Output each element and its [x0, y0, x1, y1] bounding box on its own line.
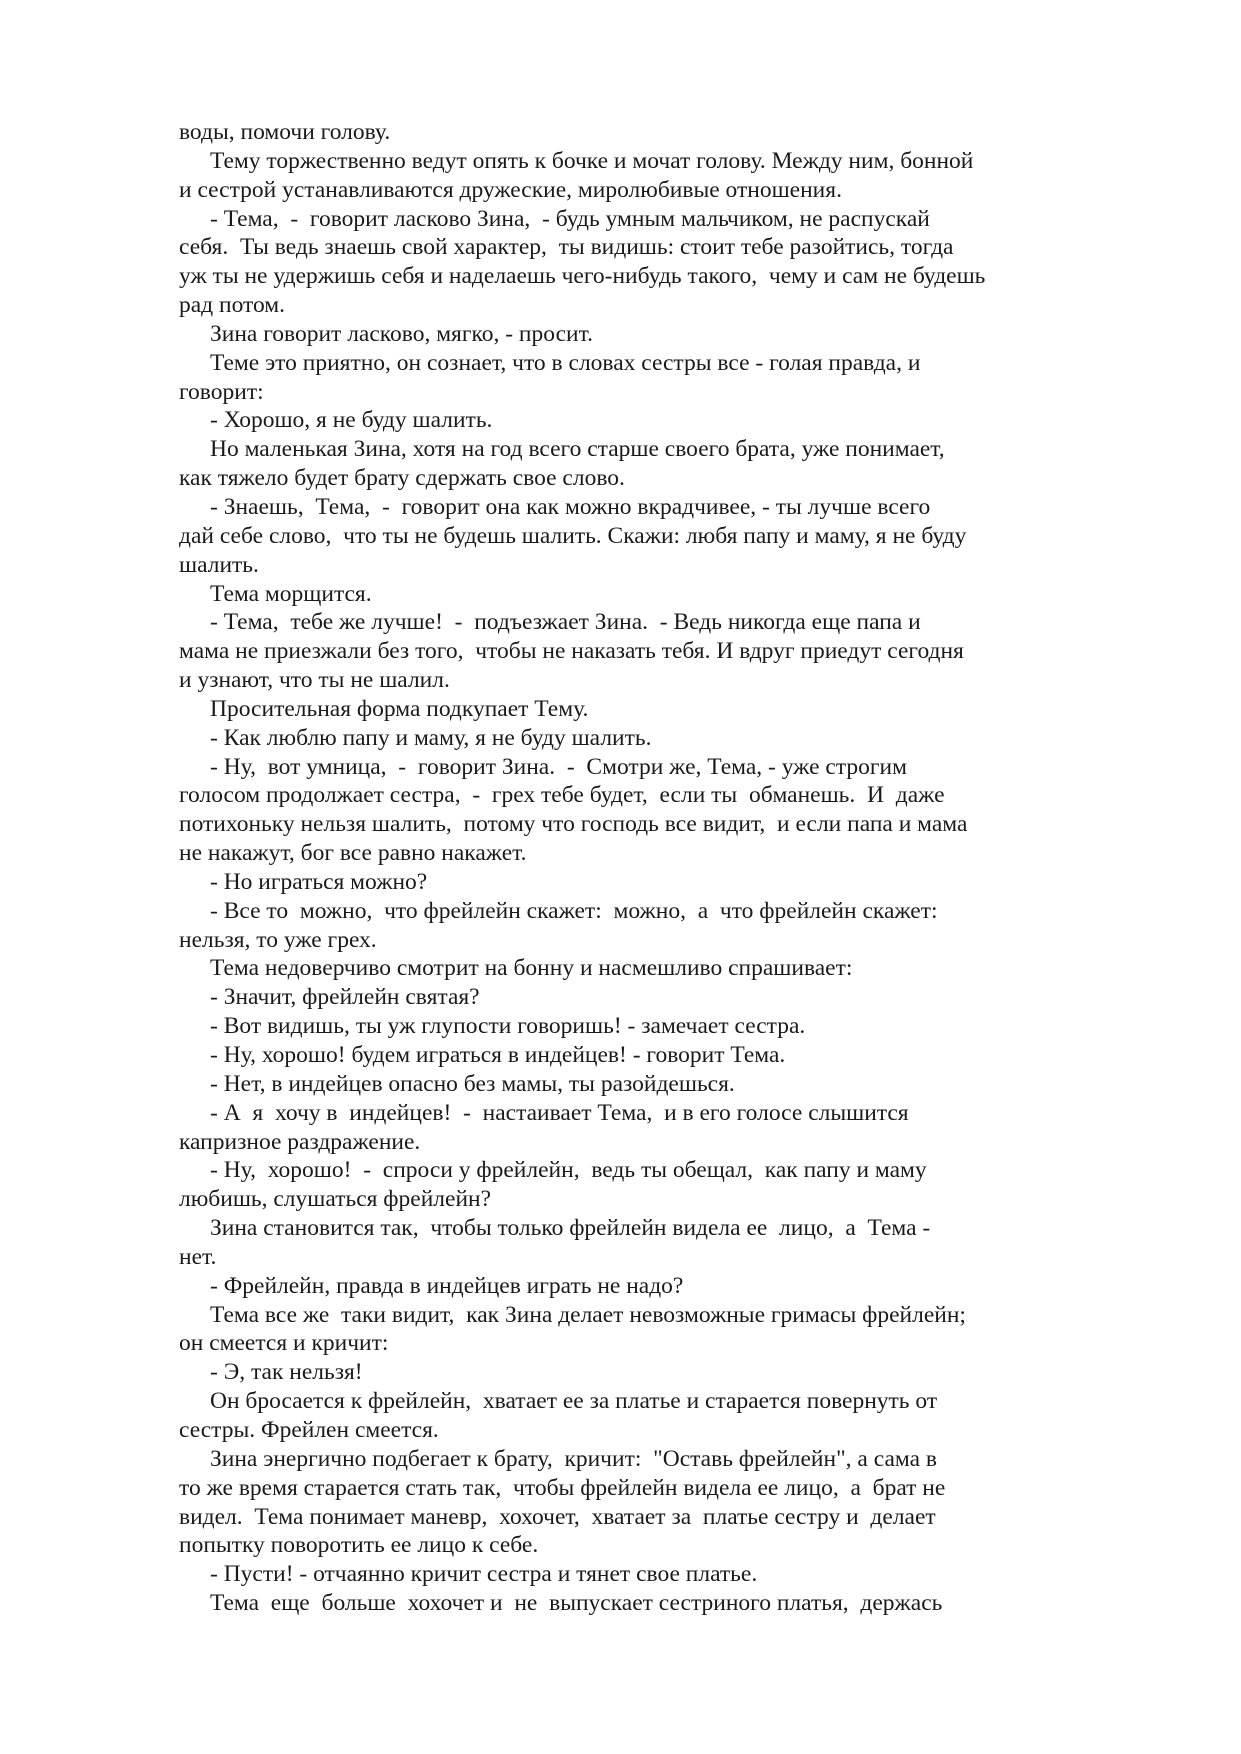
text-line: Тема недоверчиво смотрит на бонну и насмешливо спрашивает:: [210, 955, 853, 982]
text-line: мама не приезжали без того, чтобы не наказать тебя. И вдруг приедут сегодня: [179, 638, 964, 665]
text-line: рад потом.: [179, 292, 286, 319]
text-line: Зина энергично подбегает к брату, кричит: "Оставь фрейлейн", а сама в: [210, 1445, 937, 1472]
text-line: и узнают, что ты не шалил.: [179, 667, 450, 694]
text-line: Тему торжественно ведут опять к бочке и мочат голову. Между ним, бонной: [210, 147, 974, 174]
text-line: - Нет, в индейцев опасно без мамы, ты разойдешься.: [210, 1070, 735, 1097]
text-line: Тема все же таки видит, как Зина делает невозможные гримасы фрейлейн;: [210, 1301, 966, 1328]
text-line: попытку поворотить ее лицо к себе.: [179, 1532, 539, 1559]
text-line: Тема еще больше хохочет и не выпускает сестриного платья, держась: [210, 1590, 943, 1617]
text-line: нельзя, то уже грех.: [179, 926, 377, 953]
text-line: - Знаешь, Тема, - говорит она как можно вкрадчивее, - ты лучше всего: [210, 493, 931, 520]
text-line: сестры. Фрейлен смеется.: [179, 1416, 439, 1443]
text-line: нет.: [179, 1243, 217, 1270]
text-line: - Но играться можно?: [210, 868, 428, 895]
text-line: - Вот видишь, ты уж глупости говоришь! - замечает сестра.: [210, 1013, 806, 1040]
text-line: - Ну, вот умница, - говорит Зина. - Смотри же, Тема, - уже строгим: [210, 753, 907, 780]
text-line: любишь, слушаться фрейлейн?: [179, 1186, 492, 1213]
text-line: - Фрейлейн, правда в индейцев играть не надо?: [210, 1272, 684, 1299]
text-line: Зина становится так, чтобы только фрейлейн видела ее лицо, а Тема -: [210, 1215, 931, 1242]
text-line: - Тема, тебе же лучше! - подъезжает Зина. - Ведь никогда еще папа и: [210, 609, 921, 636]
text-line: - Ну, хорошо! будем играться в индейцев! - говорит Тема.: [210, 1042, 786, 1068]
text-line: он смеется и кричит:: [179, 1330, 389, 1357]
text-line: себя. Ты ведь знаешь свой характер, ты видишь: стоит тебе разойтись, тогда: [179, 234, 954, 261]
text-line: - Хорошо, я не буду шалить.: [210, 407, 493, 434]
text-line: как тяжело будет брату сдержать свое слово.: [179, 465, 625, 492]
text-line: - А я хочу в индейцев! - настаивает Тема, и в его голосе слышится: [210, 1099, 909, 1126]
text-line: уж ты не удержишь себя и наделаешь чего-нибудь такого, чему и сам не будешь: [179, 263, 986, 290]
text-line: Он бросается к фрейлейн, хватает ее за платье и старается повернуть от: [210, 1388, 938, 1415]
text-line: Тема морщится.: [210, 580, 372, 607]
text-line: шалить.: [179, 551, 259, 578]
text-line: - Пусти! - отчаянно кричит сестра и тянет свое платье.: [210, 1561, 758, 1588]
text-line: Просительная форма подкупает Тему.: [210, 695, 589, 722]
text-line: и сестрой устанавливаются дружеские, миролюбивые отношения.: [179, 176, 842, 203]
text-line: говорит:: [179, 378, 264, 405]
text-line: видел. Тема понимает маневр, хохочет, хватает за платье сестру и делает: [179, 1503, 936, 1530]
text-line: Зина говорит ласково, мягко, - просит.: [210, 320, 593, 347]
text-line: - Все то можно, что фрейлейн скажет: можно, а что фрейлейн скажет:: [210, 897, 938, 924]
text-body: [179, 118, 1059, 1618]
text-line: Но маленькая Зина, хотя на год всего старше своего брата, уже понимает,: [210, 436, 945, 463]
text-line: - Ну, хорошо! - спроси у фрейлейн, ведь ты обещал, как папу и маму: [210, 1157, 927, 1184]
text-line: - Значит, фрейлейн святая?: [210, 984, 480, 1011]
text-line: голосом продолжает сестра, - грех тебе будет, если ты обманешь. И даже: [179, 782, 945, 809]
text-line: дай себе слово, что ты не будешь шалить. Скажи: любя папу и маму, я не буду: [179, 522, 967, 549]
text-line: то же время старается стать так, чтобы фрейлейн видела ее лицо, а брат не: [179, 1474, 946, 1501]
text-line: - Как люблю папу и маму, я не буду шалить.: [210, 724, 652, 751]
text-line: воды, помочи голову.: [179, 119, 391, 145]
text-line: Теме это приятно, он сознает, что в словах сестры все - голая правда, и: [210, 349, 921, 376]
text-line: потихоньку нельзя шалить, потому что господь все видит, и если папа и мама: [179, 811, 968, 838]
text-line: - Э, так нельзя!: [210, 1359, 363, 1386]
text-line: капризное раздражение.: [179, 1128, 421, 1155]
text-line: не накажут, бог все равно накажет.: [179, 840, 527, 867]
text-line: - Тема, - говорит ласково Зина, - будь умным мальчиком, не распускай: [210, 205, 930, 232]
